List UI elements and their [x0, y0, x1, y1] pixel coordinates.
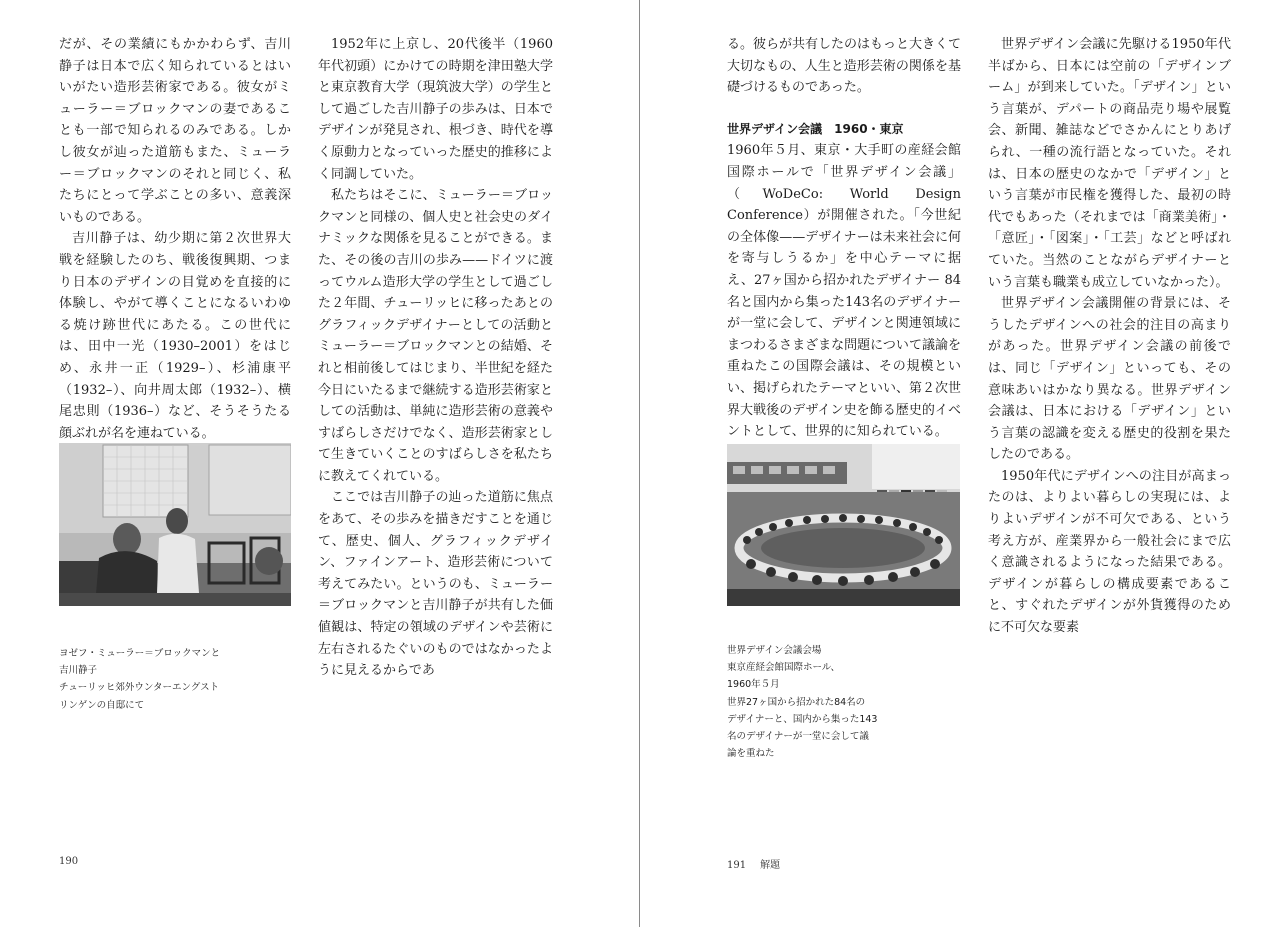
caption-line: 世界27ヶ国から招かれた84名の	[727, 696, 866, 708]
caption-line: 東京産経会館国際ホール、	[727, 662, 841, 674]
right-column-1	[727, 34, 961, 443]
caption-line: デザイナーと、国内から集った143	[727, 713, 878, 725]
left-column-1	[59, 34, 291, 444]
paragraph: だが、その業績にもかかわらず、吉川静子は日本で広く知られているとはいいがたい造形芸術家である。彼女がミューラー＝ブロックマンの妻であることも一部で知られるのみである。しかし彼女が辿った道筋もまた、ミューラー＝ブロックマンのそれと同じく、私たちにとって学ぶことの多い、意義深いものである。	[59, 37, 291, 225]
caption-line: 1960年５月	[727, 679, 780, 691]
paragraph: 世界デザイン会議に先駆ける1950年代半ばから、日本には空前の「デザインブーム」が到来していた。「デザイン」という言葉が、デパートの商品売り場や展覧会、新聞、雑誌などでさかんにとりあげられ、一種の流行語となっていた。それは、日本の歴史のなかで「デザイン」という言葉が市民権を獲得した、最初の時代でもあった（それまでは「商業美術」・「意匠」・「図案」・「工芸」などと呼ばれていた。当然のことながらデザイナーという言葉も職業も成立していなかった）。	[988, 37, 1231, 290]
caption-line: 名のデザイナーが一堂に会して議	[727, 731, 869, 743]
paragraph: ここでは吉川静子の辿った道筋に焦点をあて、その歩みを描きだすことを通じて、歴史、個人、グラフィックデザイン、ファインアート、造形芸術について考えてみたい。というのも、ミューラー＝ブロックマンと吉川静子が共有した価値観は、特定の領域のデザインや芸術に左右されるたぐいのものではなかったように見えるからであ	[318, 490, 553, 679]
photo-world-design-conference	[727, 444, 960, 606]
photo-mueller-brockmann-and-yoshikawa	[59, 443, 291, 606]
section-name: 解題	[760, 860, 781, 871]
caption-line: 論を重ねた	[727, 748, 775, 760]
left-column-2	[318, 34, 553, 682]
photo-caption	[727, 642, 937, 762]
page-number: 190	[59, 856, 79, 867]
caption-line: ヨゼフ・ミューラー＝ブロックマンと	[59, 648, 221, 659]
page-footer	[727, 856, 780, 871]
paragraph: 1952年に上京し、20代後半（1960年代初頭）にかけての時期を津田塾大学と東京教育大学（現筑波大学）の学生として過ごした吉川静子の歩みは、日本でデザインが発見され、根づき、時代を導く原動力となっていった歴史的推移によく同調していた。	[318, 37, 553, 182]
caption-line: リンゲンの自邸にて	[59, 699, 145, 711]
paragraph: 世界デザイン会議開催の背景には、そうしたデザインへの社会的注目の高まりがあった。世界デザイン会議の前後では、同じ「デザイン」といっても、その意味あいはかなり異なる。世界デザイン会議は、日本における「デザイン」という言葉の認識を変える歴史的役割を果たしたのである。	[988, 296, 1231, 463]
paragraph: 吉川静子は、幼少期に第２次世界大戦を経験したのち、戦後復興期、つまり日本のデザインの目覚めを直接的に体験し、やがて導くことになるいわゆる焼け跡世代にあたる。この世代には、田中一光（1930–2001）をはじめ、永井一正（1929–）、杉浦康平（1932–）、向井周太郎（1932–）、横尾忠則（1936–）など、そうそうたる顔ぶれが名を連ねている。	[59, 231, 291, 441]
caption-line: 世界デザイン会議会場	[727, 645, 822, 656]
paragraph: 1950年代にデザインへの注目が高まったのは、よりよい暮らしの実現には、よりよいデザインが不可欠である、という考え方が、産業界から一般社会にまで広く意識されるようになった結果である。デザインが暮らしの構成要素であること、すぐれたデザインが外貨獲得のために不可欠な要素	[988, 468, 1231, 636]
section-heading: 世界デザイン会議 1960・東京	[727, 121, 904, 136]
caption-line: チューリッヒ郊外ウンターエングスト	[59, 682, 220, 694]
photo-caption	[59, 645, 259, 714]
paragraph: る。彼らが共有したのはもっと大きくて大切なもの、人生と造形芸術の関係を基礎づけるものであった。	[727, 37, 962, 96]
right-column-2	[988, 34, 1231, 639]
paragraph: 私たちはそこに、ミューラー＝ブロックマンと同様の、個人史と社会史のダイナミックな関係を見ることができる。また、その後の吉川の歩み——ドイツに渡ってウルム造形大学の学生として過ごした２年間、チューリッヒに移ったあとのグラフィックデザイナーとしての活動とミューラー＝ブロックマンとの結婚、それと相前後してはじまり、半世紀を経た今日にいたるまで継続する造形芸術家としての活動は、単純に造形芸術の意義やすばらしさだけでなく、造形芸術家として生きていくことのすばらしさを私たちに教えてくれている。	[318, 188, 553, 484]
paragraph: 1960年５月、東京・大手町の産経会館国際ホールで「世界デザイン会議」（WoDeCo: World Design Conference）が開催された。「今世紀の全体像——デザイナーは未来社会に何を寄与しうるか」を中心テーマに据え、27ヶ国から招かれたデザイナー 84名と国内から集った143名のデザイナーが一堂に会して、デザインと関連領域にまつわるさまざまな問題について議論を重ねたこの国際会議は、その規模といい、掲げられたテーマといい、第２次世界大戦後のデザイン史を飾る歴史的イベントとして、世界的に知られている。	[727, 143, 962, 440]
caption-line: 吉川静子	[59, 665, 98, 677]
page-number: 191	[727, 860, 747, 871]
right-page	[640, 0, 1280, 927]
